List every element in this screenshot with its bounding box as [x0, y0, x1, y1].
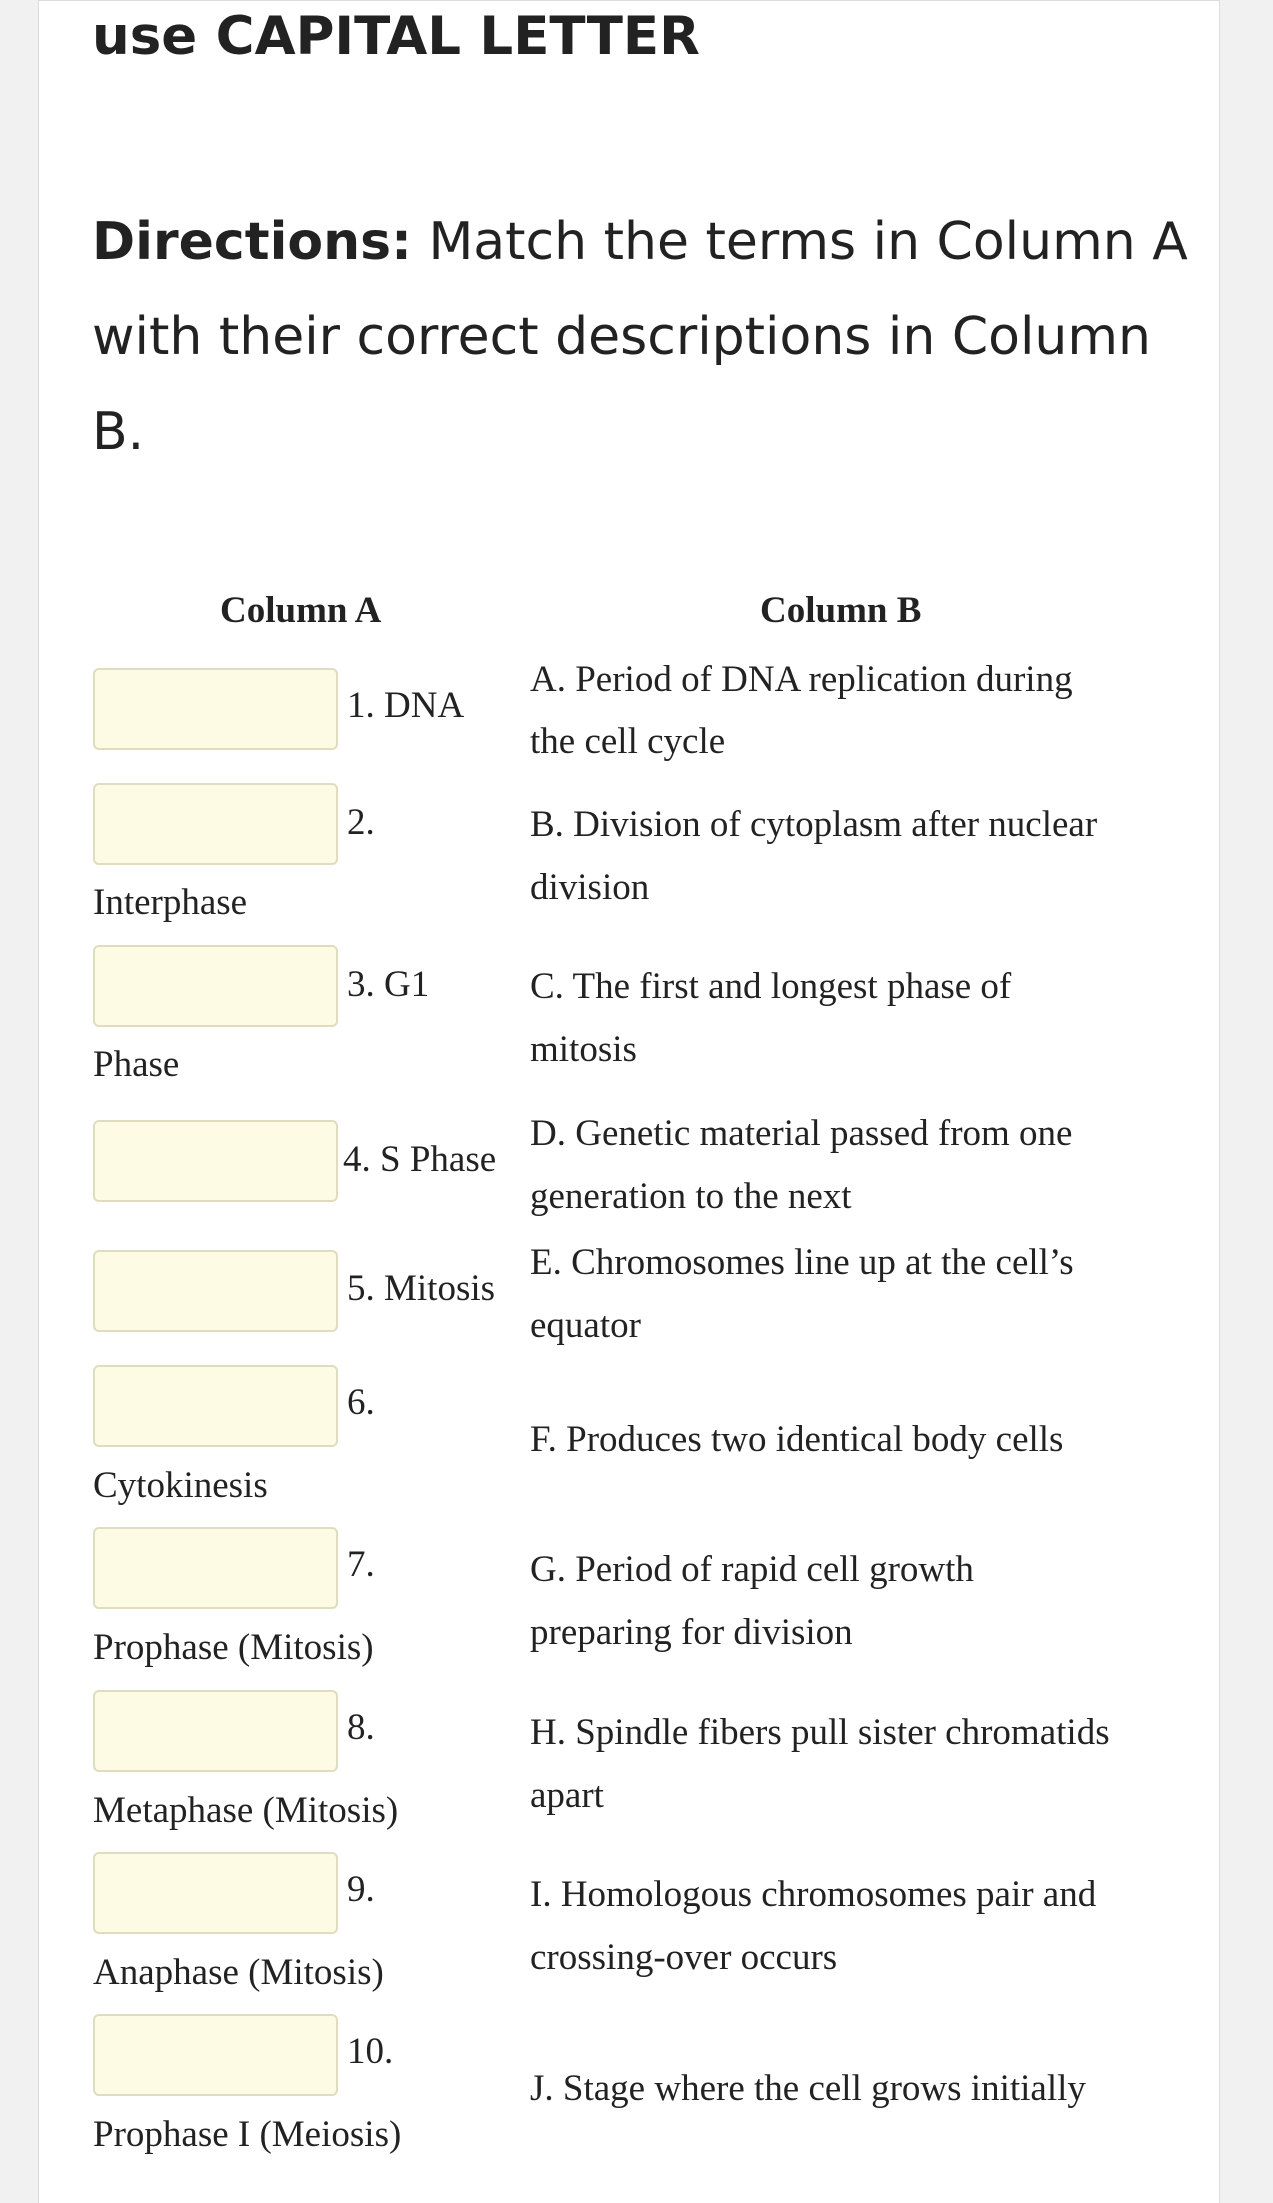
- column-b-heading: Column B: [760, 590, 922, 631]
- description-e-line-2: equator: [530, 1305, 641, 1346]
- description-j-line-1: J. Stage where the cell grows initially: [530, 2068, 1086, 2109]
- answer-box-3[interactable]: [93, 945, 338, 1027]
- description-g-line-2: preparing for division: [530, 1612, 853, 1653]
- directions-label: Directions:: [92, 212, 412, 272]
- answer-box-10[interactable]: [93, 2014, 338, 2096]
- description-a-line-1: A. Period of DNA replication during: [530, 659, 1073, 700]
- item-number-3: 3. G1: [347, 964, 430, 1005]
- header-title: use CAPITAL LETTER: [92, 6, 700, 67]
- description-c-line-1: C. The first and longest phase of: [530, 966, 1012, 1007]
- description-d-line-2: generation to the next: [530, 1176, 852, 1217]
- answer-box-1[interactable]: [93, 668, 338, 750]
- description-h-line-2: apart: [530, 1775, 604, 1816]
- item-term-10: Prophase I (Meiosis): [93, 2114, 402, 2155]
- item-number-2: 2.: [347, 802, 375, 843]
- item-term-9: Anaphase (Mitosis): [93, 1952, 384, 1993]
- description-e-line-1: E. Chromosomes line up at the cell’s: [530, 1242, 1074, 1283]
- item-number-4: 4. S Phase: [343, 1139, 497, 1180]
- directions-line-1: [92, 195, 1192, 290]
- description-i-line-2: crossing-over occurs: [530, 1937, 838, 1978]
- description-c-line-2: mitosis: [530, 1029, 637, 1070]
- item-number-5: 5. Mitosis: [347, 1268, 496, 1309]
- answer-box-4[interactable]: [93, 1120, 338, 1202]
- directions-line-3: B.: [92, 402, 145, 462]
- item-term-7: Prophase (Mitosis): [93, 1627, 374, 1668]
- item-number-9: 9.: [347, 1869, 375, 1910]
- item-number-7: 7.: [347, 1544, 375, 1585]
- description-g-line-1: G. Period of rapid cell growth: [530, 1549, 974, 1590]
- answer-box-6[interactable]: [93, 1365, 338, 1447]
- description-b-line-1: B. Division of cytoplasm after nuclear: [530, 804, 1098, 845]
- item-term-3: Phase: [93, 1044, 180, 1085]
- directions-line-2: with their correct descriptions in Column: [92, 307, 1151, 367]
- item-number-1: 1. DNA: [347, 685, 465, 726]
- answer-box-2[interactable]: [93, 783, 338, 865]
- description-b-line-2: division: [530, 867, 650, 908]
- description-h-line-1: H. Spindle fibers pull sister chromatids: [530, 1712, 1110, 1753]
- answer-box-8[interactable]: [93, 1690, 338, 1772]
- item-term-6: Cytokinesis: [93, 1465, 268, 1506]
- description-f-line-1: F. Produces two identical body cells: [530, 1419, 1064, 1460]
- directions-text-1: Match the terms in Column A: [428, 212, 1188, 272]
- item-term-8: Metaphase (Mitosis): [93, 1790, 399, 1831]
- directions-text: [92, 195, 1192, 480]
- description-a-line-2: the cell cycle: [530, 721, 726, 762]
- answer-box-5[interactable]: [93, 1250, 338, 1332]
- answer-box-7[interactable]: [93, 1527, 338, 1609]
- item-number-6: 6.: [347, 1382, 375, 1423]
- description-d-line-1: D. Genetic material passed from one: [530, 1113, 1073, 1154]
- description-i-line-1: I. Homologous chromosomes pair and: [530, 1874, 1097, 1915]
- item-number-10: 10.: [347, 2031, 394, 2072]
- item-number-8: 8.: [347, 1707, 375, 1748]
- item-term-2: Interphase: [93, 882, 248, 923]
- answer-box-9[interactable]: [93, 1852, 338, 1934]
- column-a-heading: Column A: [220, 590, 382, 631]
